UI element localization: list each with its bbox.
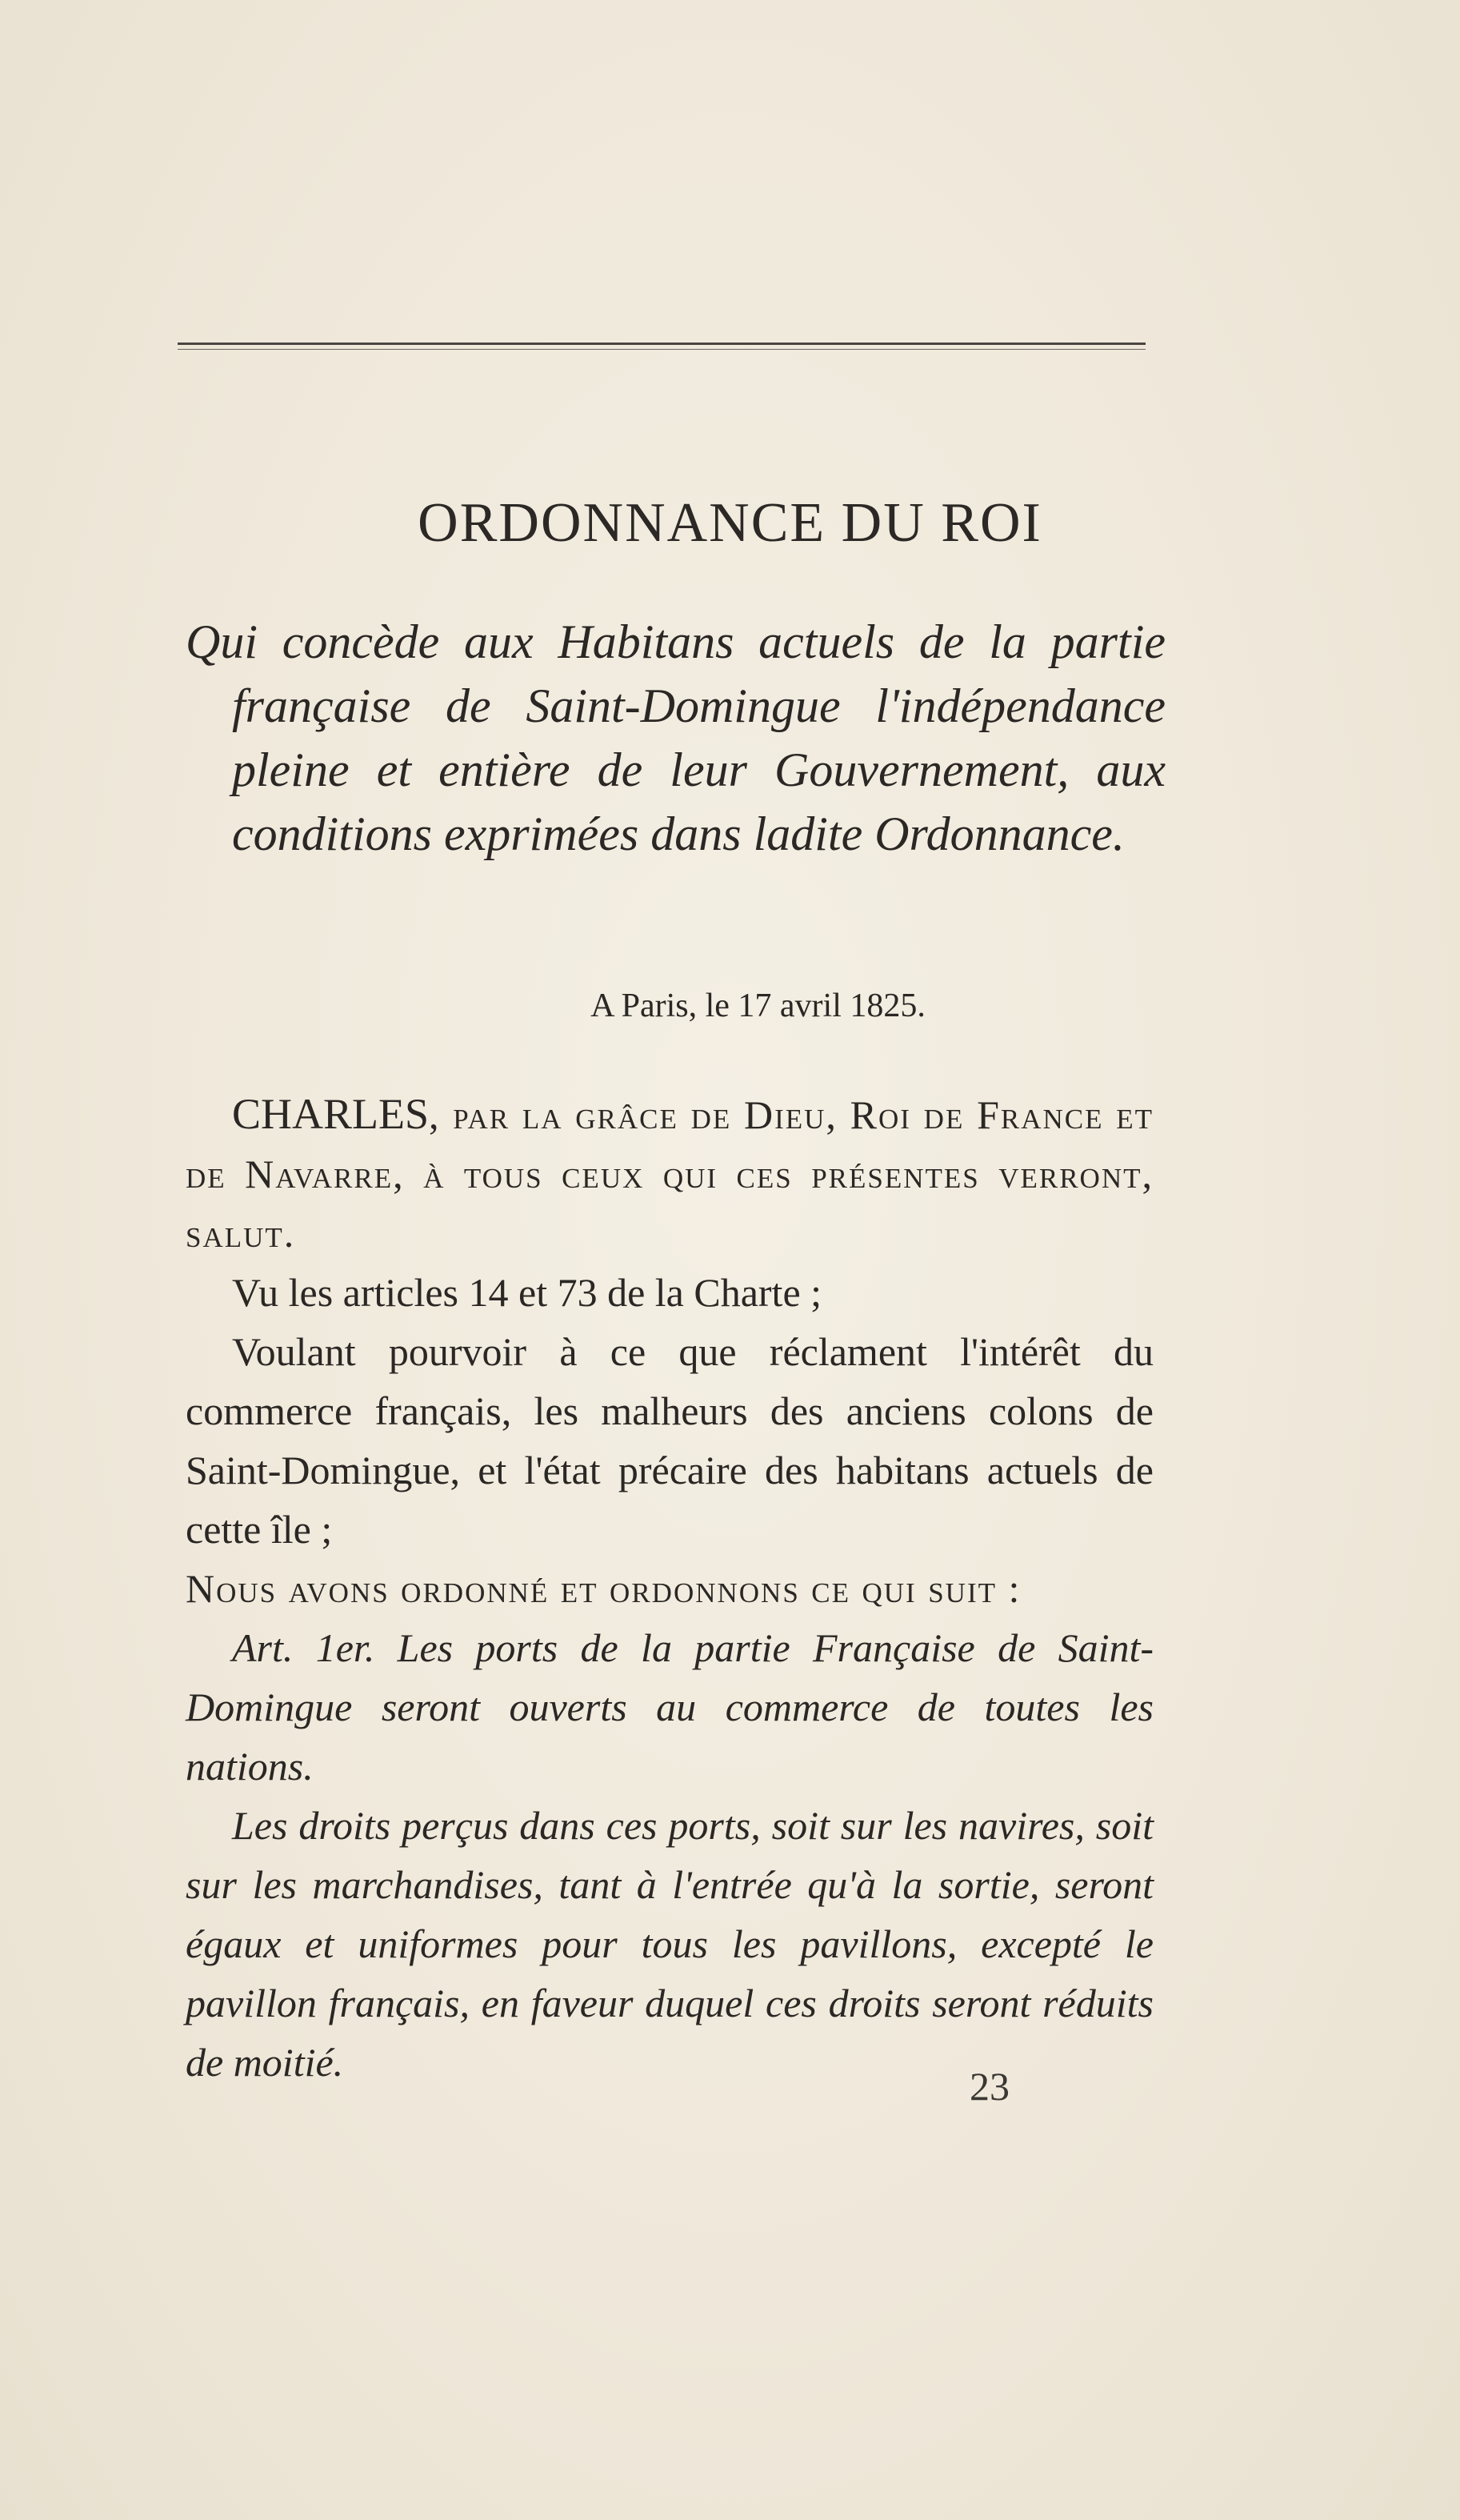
preamble-name: CHARLES bbox=[232, 1090, 430, 1138]
preamble-paragraph bbox=[186, 1084, 1154, 1263]
article-1-paragraph bbox=[186, 1618, 1154, 1796]
preamble-text: , par la grâce de Dieu, Roi de France et de Navarre, à tous ceux qui ces présentes verront, bbox=[186, 1092, 1154, 1196]
dateline: A Paris, le 17 avril 1825. bbox=[590, 988, 926, 1024]
article-1-text: Les ports de la partie Française de Saint-Domingue seront ouverts au commerce de toutes les nations. bbox=[186, 1625, 1154, 1789]
folio-number: 23 bbox=[970, 2064, 1010, 2109]
header-rule bbox=[178, 343, 1146, 350]
droits-paragraph: Les droits perçus dans ces ports, soit sur les navires, soit sur les marchandises, tant à l'entrée qu'à la sortie, seront égaux et uniformes pour tous les pavillons, excepté le pavillon français, en faveur duquel ces droits seront réduits de moitié. bbox=[186, 1803, 1154, 2085]
page-title: ORDONNANCE DU ROI bbox=[418, 492, 1042, 554]
article-1-label: Art. 1er. bbox=[232, 1625, 375, 1670]
vu-paragraph: Vu les articles 14 et 73 de la Charte ; bbox=[232, 1270, 822, 1315]
subtitle: Qui concède aux Habitans actuels de la partie française de Saint-Domingue l'indépendance pleine et entière de leur Gouvernement, aux conditions exprimées dans ladite Ordonnance. bbox=[186, 615, 1166, 860]
voulant-paragraph: Voulant pourvoir à ce que réclament l'intérêt du commerce français, les malheurs des anciens colons de Saint-Domingue, et l'état précaire des habitans actuels de cette île ; bbox=[186, 1329, 1154, 1552]
salut: salut. bbox=[186, 1211, 296, 1256]
ordonnons-paragraph: Nous avons ordonné et ordonnons ce qui suit : bbox=[186, 1566, 1022, 1611]
ordinance-body bbox=[186, 1084, 1154, 2092]
